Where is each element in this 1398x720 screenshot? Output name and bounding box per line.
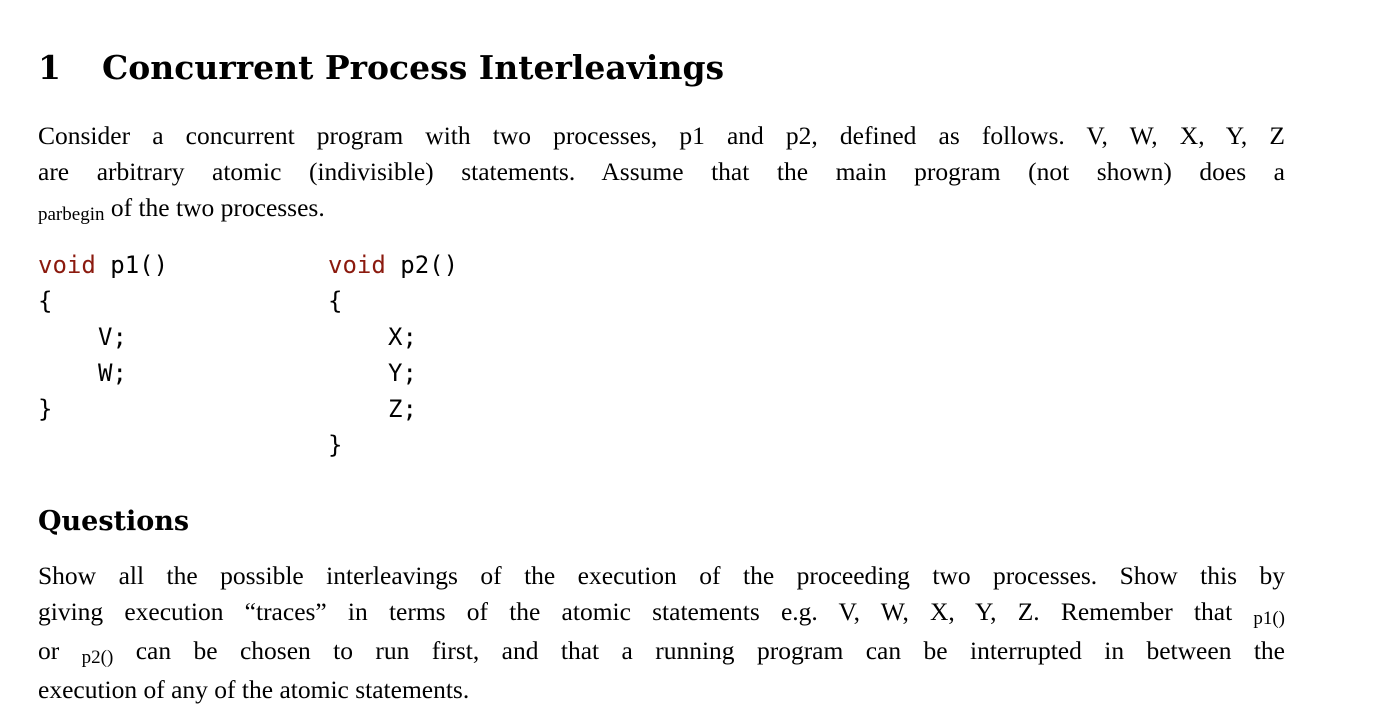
p2-signature — [328, 247, 458, 283]
p1-keyword: void — [38, 251, 96, 279]
p2-name: p2() — [385, 251, 459, 279]
section-number: 1 — [38, 48, 61, 87]
questions-line-1: Show all the possible interleavings of the execution of the proceeding two processes. Show this by — [38, 561, 1285, 590]
code-block-p2 — [328, 247, 458, 463]
questions-line-4: execution of any of the atomic statements. — [38, 675, 470, 704]
intro-line-3-text: of the two processes. — [104, 193, 325, 222]
p2-close-brace: } — [328, 431, 343, 459]
intro-paragraph — [38, 118, 1285, 229]
section-heading — [38, 44, 724, 92]
p1-open-brace: { — [38, 287, 53, 315]
intro-line-3 — [38, 190, 1285, 229]
p1-term: p1() — [1253, 608, 1285, 629]
p1-name: p1() — [95, 251, 169, 279]
questions-line-2 — [38, 594, 1285, 633]
questions-line-3 — [38, 633, 1285, 672]
questions-line-3-start: or — [38, 636, 82, 665]
code-block-p1 — [38, 247, 168, 427]
questions-line-2-text: giving execution “traces” in terms of the atomic statements e.g. V, W, X, Y, Z. Remember that — [38, 597, 1254, 626]
p2-statement: Z; — [388, 395, 417, 423]
questions-heading: Questions — [38, 506, 190, 537]
p2-keyword: void — [328, 251, 386, 279]
intro-line-1: Consider a concurrent program with two processes, p1 and p2, defined as follows. V, W, X, Y, Z — [38, 121, 1285, 150]
p1-signature — [38, 247, 168, 283]
questions-paragraph — [38, 558, 1285, 708]
parbegin-term: parbegin — [38, 204, 105, 225]
p1-statement: W; — [98, 359, 127, 387]
p2-term: p2() — [81, 647, 114, 668]
p1-close-brace: } — [38, 395, 53, 423]
p2-open-brace: { — [328, 287, 343, 315]
p1-statement: V; — [98, 323, 127, 351]
intro-line-2: are arbitrary atomic (indivisible) statements. Assume that the main program (not shown) does a — [38, 157, 1285, 186]
p2-statement: X; — [388, 323, 417, 351]
p2-statement: Y; — [388, 359, 417, 387]
section-title: Concurrent Process Interleavings — [102, 48, 725, 87]
questions-line-3-text: can be chosen to run first, and that a running program can be interrupted in between the — [113, 636, 1285, 665]
